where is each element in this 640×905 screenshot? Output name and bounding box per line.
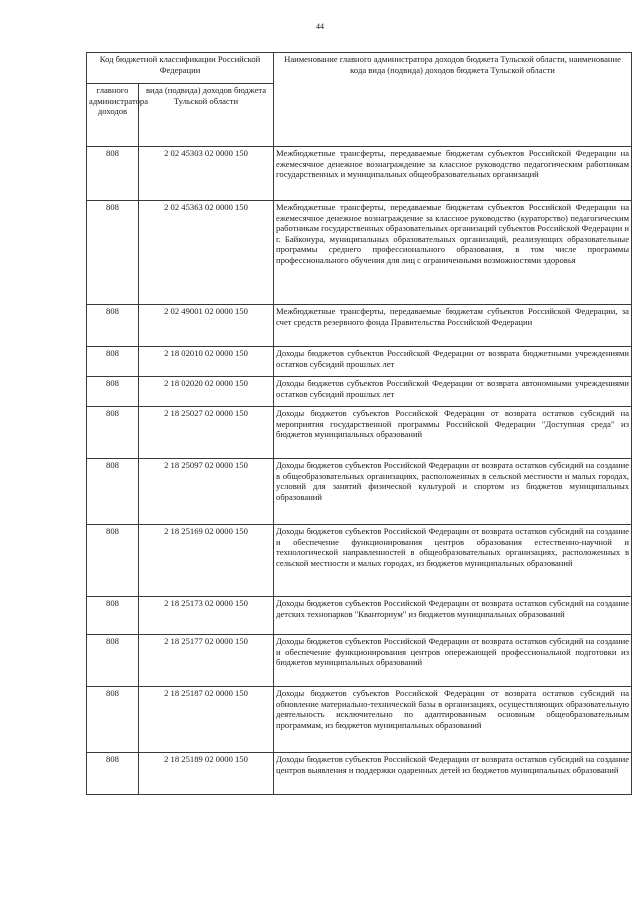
admin-code-cell: 808 <box>87 201 139 305</box>
admin-code-cell: 808 <box>87 305 139 347</box>
income-code-cell: 2 02 45303 02 0000 150 <box>139 147 274 201</box>
header-classification-code: Код бюджетной классификации Российской Федерации <box>87 53 274 84</box>
income-code-cell: 2 18 25177 02 0000 150 <box>139 635 274 687</box>
income-name-cell: Межбюджетные трансферты, передаваемые бюджетам субъектов Российской Федерации, за счет средств резервного фонда Правительства Российской Федерации <box>274 305 632 347</box>
income-name-cell: Межбюджетные трансферты, передаваемые бюджетам субъектов Российской Федерации на ежемесячное денежное вознаграждение за классное руководство педагогическим работникам государственных и муниципальных общеобразовательных организаций <box>274 147 632 201</box>
header-administrator-name: Наименование главного администратора доходов бюджета Тульской области, наименование кода вида (подвида) доходов бюджета Тульской области <box>274 53 632 147</box>
admin-code-cell: 808 <box>87 597 139 635</box>
table-row <box>87 635 632 687</box>
income-code-cell: 2 18 25169 02 0000 150 <box>139 525 274 597</box>
income-code-cell: 2 18 25189 02 0000 150 <box>139 753 274 795</box>
income-code-cell: 2 18 25173 02 0000 150 <box>139 597 274 635</box>
income-name-cell: Доходы бюджетов субъектов Российской Федерации от возврата остатков субсидий на создание в общеобразовательных организациях, расположенных в сельской местности и малых городах, условий для занятий физической культурой и спортом из бюджетов муниципальных образований <box>274 459 632 525</box>
income-code-cell: 2 02 49001 02 0000 150 <box>139 305 274 347</box>
income-name-cell: Доходы бюджетов субъектов Российской Федерации от возврата остатков субсидий на обновление материально-технической базы в организациях, осуществляющих образовательную деятельность исключительно по адаптированным основным общеобразовательным программам, из бюджетов муниципальных образований <box>274 687 632 753</box>
income-code-cell: 2 18 02020 02 0000 150 <box>139 377 274 407</box>
income-name-cell: Доходы бюджетов субъектов Российской Федерации от возврата остатков субсидий на мероприятия государственной программы Российской Федерации "Доступная среда" из бюджетов муниципальных образований <box>274 407 632 459</box>
table-row <box>87 201 632 305</box>
header-income-type-code: вида (подвида) доходов бюджета Тульской области <box>139 84 274 147</box>
table-row <box>87 597 632 635</box>
income-code-cell: 2 18 25027 02 0000 150 <box>139 407 274 459</box>
admin-code-cell: 808 <box>87 635 139 687</box>
admin-code-cell: 808 <box>87 407 139 459</box>
table-row <box>87 347 632 377</box>
admin-code-cell: 808 <box>87 147 139 201</box>
table-row <box>87 377 632 407</box>
income-code-cell: 2 18 02010 02 0000 150 <box>139 347 274 377</box>
table-row <box>87 525 632 597</box>
header-row <box>87 53 632 84</box>
income-code-cell: 2 02 45363 02 0000 150 <box>139 201 274 305</box>
admin-code-cell: 808 <box>87 347 139 377</box>
admin-code-cell: 808 <box>87 377 139 407</box>
header-chief-administrator: главного администратора доходов <box>87 84 139 147</box>
table-row <box>87 753 632 795</box>
table-row <box>87 147 632 201</box>
admin-code-cell: 808 <box>87 753 139 795</box>
income-name-cell: Доходы бюджетов субъектов Российской Федерации от возврата бюджетными учреждениями остатков субсидий прошлых лет <box>274 347 632 377</box>
income-name-cell: Доходы бюджетов субъектов Российской Федерации от возврата остатков субсидий на создание детских технопарков "Кванториум" из бюджетов муниципальных образований <box>274 597 632 635</box>
income-code-cell: 2 18 25097 02 0000 150 <box>139 459 274 525</box>
table-row <box>87 407 632 459</box>
income-code-cell: 2 18 25187 02 0000 150 <box>139 687 274 753</box>
table-row <box>87 459 632 525</box>
admin-code-cell: 808 <box>87 687 139 753</box>
admin-code-cell: 808 <box>87 459 139 525</box>
page-number: 44 <box>316 22 324 31</box>
income-name-cell: Межбюджетные трансферты, передаваемые бюджетам субъектов Российской Федерации на ежемесячное денежное вознаграждение за классное руководство (кураторство) педагогическим работникам государственных образовательных организаций субъектов Российской Федерации и г. Байконура, муниципальных образовательных организаций, реализующих образовательные программы среднего профессионального образования, в том числе программы профессионального обучения для лиц с ограниченными возможностями здоровья <box>274 201 632 305</box>
income-name-cell: Доходы бюджетов субъектов Российской Федерации от возврата остатков субсидий на создание и обеспечение функционирования центров образования естественно-научной и технологической направленностей в общеобразовательных организациях, расположенных в сельской местности и малых городах, из бюджетов муниципальных образований <box>274 525 632 597</box>
income-name-cell: Доходы бюджетов субъектов Российской Федерации от возврата остатков субсидий на создание центров выявления и поддержки одаренных детей из бюджетов муниципальных образований <box>274 753 632 795</box>
admin-code-cell: 808 <box>87 525 139 597</box>
income-name-cell: Доходы бюджетов субъектов Российской Федерации от возврата автономными учреждениями остатков субсидий прошлых лет <box>274 377 632 407</box>
budget-classification-table <box>86 52 632 795</box>
table-row <box>87 305 632 347</box>
table-row <box>87 687 632 753</box>
income-name-cell: Доходы бюджетов субъектов Российской Федерации от возврата остатков субсидий на создание и обеспечение функционирования центров опережающей профессиональной подготовки из бюджетов муниципальных образований <box>274 635 632 687</box>
